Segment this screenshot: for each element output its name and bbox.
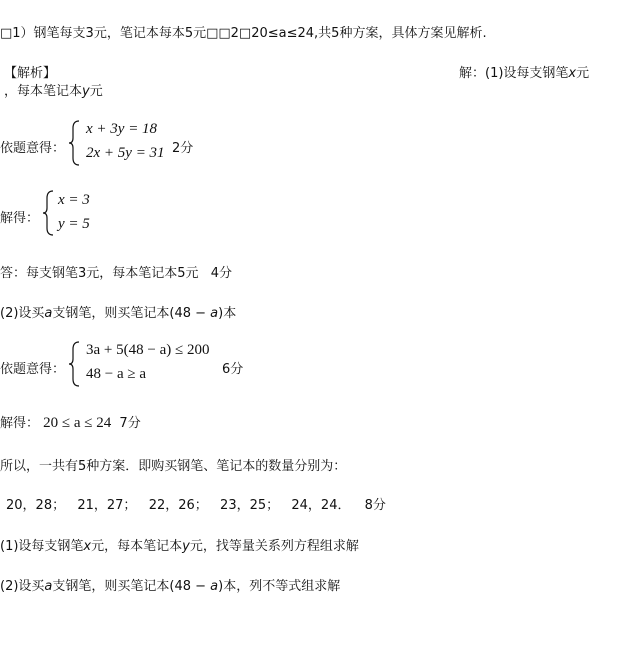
sol2-expr: 20 ≤ a ≤ 24 xyxy=(43,415,112,431)
hint1-var-y: y xyxy=(182,539,190,554)
sol2-label: 解得： xyxy=(0,416,40,431)
hint2-mid: 支钢笔，则买笔记本(48 − xyxy=(52,579,211,594)
part2-prefix: (2)设买 xyxy=(0,306,45,321)
eq2-label: 依题意得： xyxy=(0,362,66,377)
hint2-tail: )本，列不等式组求解 xyxy=(218,579,341,594)
sol1-line-b: y = 5 xyxy=(58,216,90,232)
intro-tail: 元 xyxy=(576,66,590,81)
options-score: 8分 xyxy=(364,498,386,513)
answer-text: □1）钢笔每支3元，笔记本每本5元□□2□20≤a≤24,共5种方案，具体方案见解析. xyxy=(0,26,487,41)
eq1-brace xyxy=(68,120,82,166)
var-a-2: a xyxy=(210,306,219,321)
answer1-text: 答：每支钢笔3元，每本笔记本5元 xyxy=(0,266,199,281)
line2-prefix: ，每本笔记本 xyxy=(4,84,83,99)
eq1-score: 2分 xyxy=(172,141,194,156)
sol1-line-a: x = 3 xyxy=(58,192,90,208)
sol1-brace xyxy=(42,190,56,236)
hint1-mid: 元，每本笔记本 xyxy=(91,539,183,554)
hint1-var-x: x xyxy=(83,539,92,554)
analysis-line2 xyxy=(4,80,103,99)
hint2-prefix: (2)设买 xyxy=(0,579,45,594)
analysis-heading: 【解析】 xyxy=(4,66,57,81)
options-text: 20，28； 21，27； 22，26； 23，25； 24，24． xyxy=(6,498,351,513)
analysis-intro xyxy=(459,62,589,81)
eq2-line-a: 3a + 5(48 − a) ≤ 200 xyxy=(86,342,210,358)
answer-line xyxy=(0,22,487,41)
hint2-var-a: a xyxy=(44,579,53,594)
sol2 xyxy=(0,412,141,432)
part2-line xyxy=(0,302,236,321)
var-a: a xyxy=(44,306,53,321)
part2-tail: )本 xyxy=(218,306,237,321)
answer1-score: 4分 xyxy=(210,266,232,281)
eq2-line-b: 48 − a ≥ a xyxy=(86,366,147,382)
eq1-label: 依题意得： xyxy=(0,141,66,156)
hint2 xyxy=(0,575,340,594)
intro-text: 解：(1)设每支钢笔 xyxy=(459,66,569,81)
hint1-tail: 元，找等量关系列方程组求解 xyxy=(189,539,359,554)
part2-mid: 支钢笔，则买笔记本(48 − xyxy=(52,306,211,321)
eq2-score: 6分 xyxy=(222,362,244,377)
eq2-brace xyxy=(68,341,82,387)
eq1-line-b: 2x + 5y = 31 xyxy=(86,145,165,161)
hint1 xyxy=(0,535,359,554)
hint1-prefix: (1)设每支钢笔 xyxy=(0,539,84,554)
eq1-line-a: x + 3y = 18 xyxy=(86,121,158,137)
options xyxy=(6,494,386,513)
line2-tail: 元 xyxy=(89,84,103,99)
sol2-score: 7分 xyxy=(119,416,141,431)
var-x: x xyxy=(568,66,577,81)
conclusion: 所以，一共有5种方案．即购买钢笔、笔记本的数量分别为： xyxy=(0,459,347,474)
hint2-var-a-2: a xyxy=(210,579,219,594)
var-y: y xyxy=(82,84,90,99)
sol1-label: 解得： xyxy=(0,211,40,226)
answer1 xyxy=(0,262,232,281)
